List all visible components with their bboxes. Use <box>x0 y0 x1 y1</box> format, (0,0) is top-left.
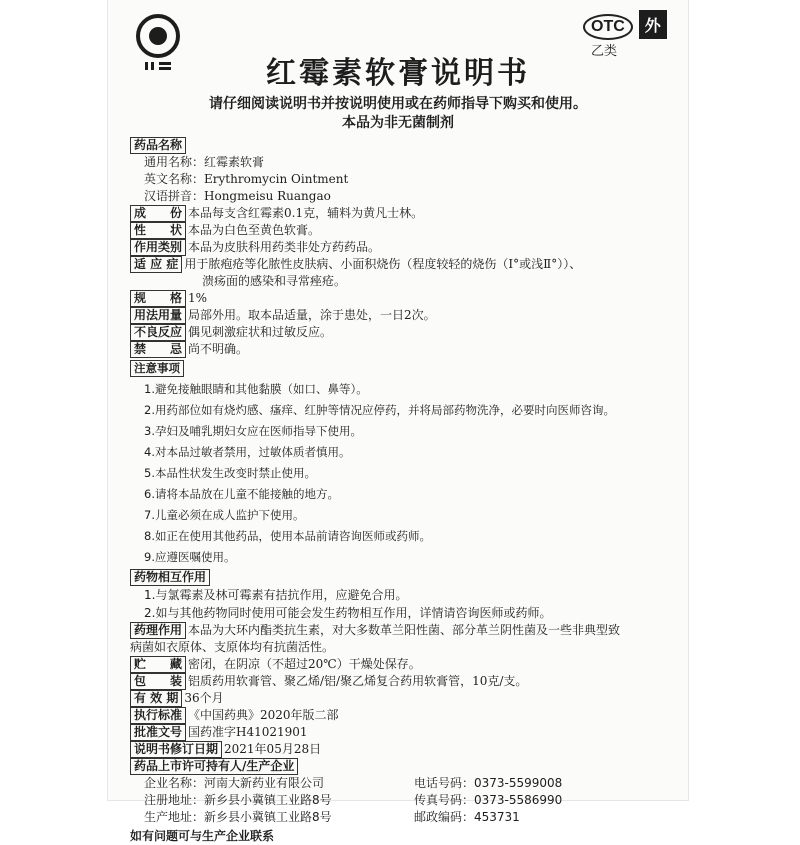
field-row <box>130 256 678 273</box>
list-item: 6.请将本品放在儿童不能接触的地方。 <box>144 487 339 501</box>
company-info-grid <box>130 775 678 826</box>
field-label: 包 装 <box>130 673 186 690</box>
field-row <box>130 239 678 256</box>
field-value: 《中国药典》2020年版二部 <box>188 708 339 722</box>
list-item: 3.孕妇及哺乳期妇女应在医师指导下使用。 <box>144 424 362 438</box>
field-row <box>130 724 678 741</box>
field-value: 密闭，在阴凉（不超过20℃）干燥处保存。 <box>188 657 421 671</box>
field-row <box>130 307 678 324</box>
field-value: 用于脓疱疮等化脓性皮肤病、小面积烧伤（程度较轻的烧伤（Ⅰ°或浅Ⅱ°））、 <box>184 257 582 271</box>
field-label: 批准文号 <box>130 724 186 741</box>
contact-note: 如有问题可与生产企业联系 <box>130 829 275 843</box>
list-item: 5.本品性状发生改变时禁止使用。 <box>144 466 316 480</box>
non-sterile-note: 本品为非无菌制剂 <box>342 115 454 131</box>
field-value: 本品为大环内酯类抗生素，对大多数革兰阳性菌、部分革兰阴性菌及一些非典型致 <box>188 623 621 637</box>
precautions-section <box>130 358 678 568</box>
field-value: 局部外用。取本品适量，涂于患处，一日2次。 <box>188 308 436 322</box>
english-name: 英文名称：Erythromycin Ointment <box>144 172 349 186</box>
company-phone: 电话号码：0373-5599008 <box>414 776 563 790</box>
field-label: 贮 藏 <box>130 656 186 673</box>
field-value-continued: 病菌如衣原体、支原体均有抗菌活性。 <box>130 640 335 654</box>
field-row <box>130 341 678 358</box>
field-label: 不良反应 <box>130 324 186 341</box>
interactions-section <box>130 568 678 622</box>
basic-fields <box>130 205 678 358</box>
leaflet-content <box>130 137 678 845</box>
company-postcode: 邮政编码：453731 <box>414 810 520 824</box>
field-row <box>130 222 678 239</box>
field-value: 尚不明确。 <box>188 342 249 356</box>
list-item: 8.如正在使用其他药品，使用本品前请咨询医师或药师。 <box>144 529 431 543</box>
field-row <box>130 673 678 690</box>
list-item: 7.儿童必须在成人监护下使用。 <box>144 508 305 522</box>
field-row <box>130 707 678 724</box>
otc-class-label: 乙类 <box>591 44 618 59</box>
field-value: 本品为白色至黄色软膏。 <box>188 223 321 237</box>
company-tag: 药品上市许可持有人/生产企业 <box>130 758 298 775</box>
field-value: 铝质药用软膏管、聚乙烯/铝/聚乙烯复合药用软膏管，10克/支。 <box>188 674 528 688</box>
list-item: 4.对本品过敏者禁用，过敏体质者慎用。 <box>144 445 351 459</box>
instruction-subtitle: 请仔细阅读说明书并按说明使用或在药师指导下购买和使用。 <box>209 96 587 112</box>
list-item: 2.如与其他药物同时使用可能会发生药物相互作用，详情请咨询医师或药师。 <box>144 606 552 620</box>
list-item: 2.用药部位如有烧灼感、瘙痒、红肿等情况应停药，并将局部药物洗净，必要时向医师咨询。 <box>144 403 615 417</box>
field-label: 规 格 <box>130 290 186 307</box>
field-row <box>130 741 678 758</box>
field-row <box>130 290 678 307</box>
field-value: 偶见刺激症状和过敏反应。 <box>188 325 333 339</box>
field-label: 性 状 <box>130 222 186 239</box>
list-item: 1.与氯霉素及林可霉素有拮抗作用，应避免合用。 <box>144 588 408 602</box>
field-label: 执行标准 <box>130 707 186 724</box>
field-row <box>130 205 678 222</box>
field-value: 2021年05月28日 <box>224 742 322 756</box>
field-row <box>130 690 678 707</box>
company-section <box>130 758 678 845</box>
company-name: 企业名称：河南大新药业有限公司 <box>144 776 325 790</box>
generic-name: 通用名称：红霉素软膏 <box>144 155 265 169</box>
field-label: 作用类别 <box>130 239 186 256</box>
list-item: 1.避免接触眼睛和其他黏膜（如口、鼻等）。 <box>144 382 368 396</box>
field-label: 说明书修订日期 <box>130 741 222 758</box>
field-row-continued <box>130 273 678 290</box>
field-value: 国药准字H41021901 <box>188 725 308 739</box>
list-item: 9.应遵医嘱使用。 <box>144 550 236 564</box>
field-value: 本品每支含红霉素0.1克，辅料为黄凡士林。 <box>188 206 424 220</box>
interactions-tag: 药物相互作用 <box>130 569 210 586</box>
page-title: 红霉素软膏说明书 <box>266 56 530 91</box>
field-row <box>130 324 678 341</box>
field-label: 禁 忌 <box>130 341 186 358</box>
field-label: 药理作用 <box>130 622 186 639</box>
otc-badge: OTC <box>583 14 633 40</box>
field-value: 溃疡面的感染和寻常痤疮。 <box>202 274 347 288</box>
drug-name-tag: 药品名称 <box>130 137 186 154</box>
company-fax: 传真号码：0373-5586990 <box>414 793 563 807</box>
precautions-tag: 注意事项 <box>130 360 184 377</box>
storage-fields <box>130 656 678 758</box>
field-label: 有 效 期 <box>130 690 182 707</box>
pharmacology-section <box>130 622 678 656</box>
company-registered-address: 注册地址：新乡县小冀镇工业路8号 <box>144 793 332 807</box>
field-label: 适 应 症 <box>130 256 182 273</box>
otc-badge-group <box>583 10 667 40</box>
leaflet-page <box>108 0 688 843</box>
field-row <box>130 656 678 673</box>
field-value: 1% <box>188 291 208 305</box>
field-label: 用法用量 <box>130 307 186 324</box>
field-label: 成 份 <box>130 205 186 222</box>
drug-name-section <box>130 137 678 205</box>
pinyin-name: 汉语拼音：Hongmeisu Ruangao <box>144 189 331 203</box>
field-value: 本品为皮肤科用药类非处方药药品。 <box>188 240 381 254</box>
field-value: 36个月 <box>184 691 224 705</box>
company-production-address: 生产地址：新乡县小冀镇工业路8号 <box>144 810 332 824</box>
external-use-badge: 外 <box>639 10 667 39</box>
